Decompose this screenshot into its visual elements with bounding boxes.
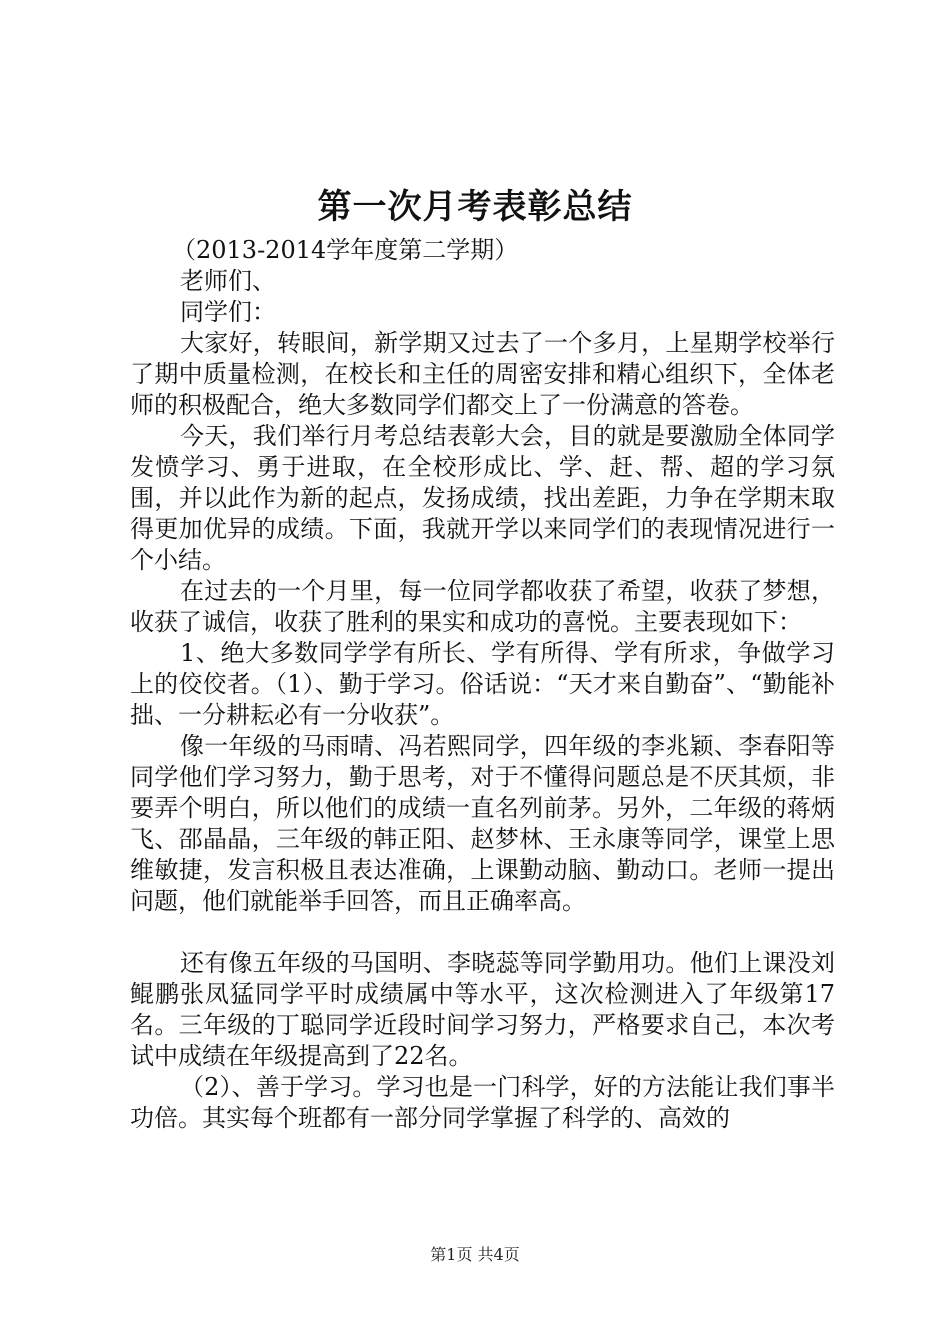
- salutation-students: 同学们：: [180, 298, 276, 326]
- document-title: 第一次月考表彰总结: [317, 187, 633, 227]
- paragraph: 在过去的一个月里，每一位同学都收获了希望，收获了梦想，收获了诚信，收获了胜利的果实和成功的喜悦。主要表现如下：: [130, 577, 835, 636]
- salutation-teachers: 老师们、: [180, 267, 276, 295]
- page-footer: 第1页 共4页: [430, 1245, 520, 1264]
- document-body: [130, 235, 835, 1134]
- paragraph: 1、绝大多数同学学有所长、学有所得、学有所求，争做学习上的佼佼者。（1）、勤于学习。俗话说：“天才来自勤奋”、“勤能补拙、一分耕耘必有一分收获”。: [130, 639, 835, 729]
- paragraph: 大家好，转眼间，新学期又过去了一个多月，上星期学校举行了期中质量检测，在校长和主任的周密安排和精心组织下，全体老师的积极配合，绝大多数同学们都交上了一份满意的答卷。: [130, 329, 835, 419]
- paragraph: 今天，我们举行月考总结表彰大会，目的就是要激励全体同学发愤学习、勇于进取，在全校形成比、学、赶、帮、超的学习氛围，并以此作为新的起点，发扬成绩，找出差距，力争在学期末取得更加优异的成绩。下面，我就开学以来同学们的表现情况进行一个小结。: [130, 422, 835, 574]
- document-subtitle: （2013-2014学年度第二学期）: [172, 236, 519, 264]
- paragraph: （2）、善于学习。学习也是一门科学，好的方法能让我们事半功倍。其实每个班都有一部分同学掌握了科学的、高效的: [130, 1073, 835, 1132]
- paragraph: 还有像五年级的马国明、李晓蕊等同学勤用功。他们上课没刘鲲鹏张凤猛同学平时成绩属中等水平，这次检测进入了年级第17名。三年级的丁聪同学近段时间学习努力，严格要求自己，本次考试中成绩在年级提高到了22名。: [130, 949, 835, 1070]
- paragraph: 像一年级的马雨晴、冯若熙同学，四年级的李兆颖、李春阳等同学他们学习努力，勤于思考，对于不懂得问题总是不厌其烦，非要弄个明白，所以他们的成绩一直名列前茅。另外，二年级的蒋炳飞、邵晶晶，三年级的韩正阳、赵梦林、王永康等同学，课堂上思维敏捷，发言积极且表达准确，上课勤动脑、勤动口。老师一提出问题，他们就能举手回答，而且正确率高。: [130, 732, 835, 915]
